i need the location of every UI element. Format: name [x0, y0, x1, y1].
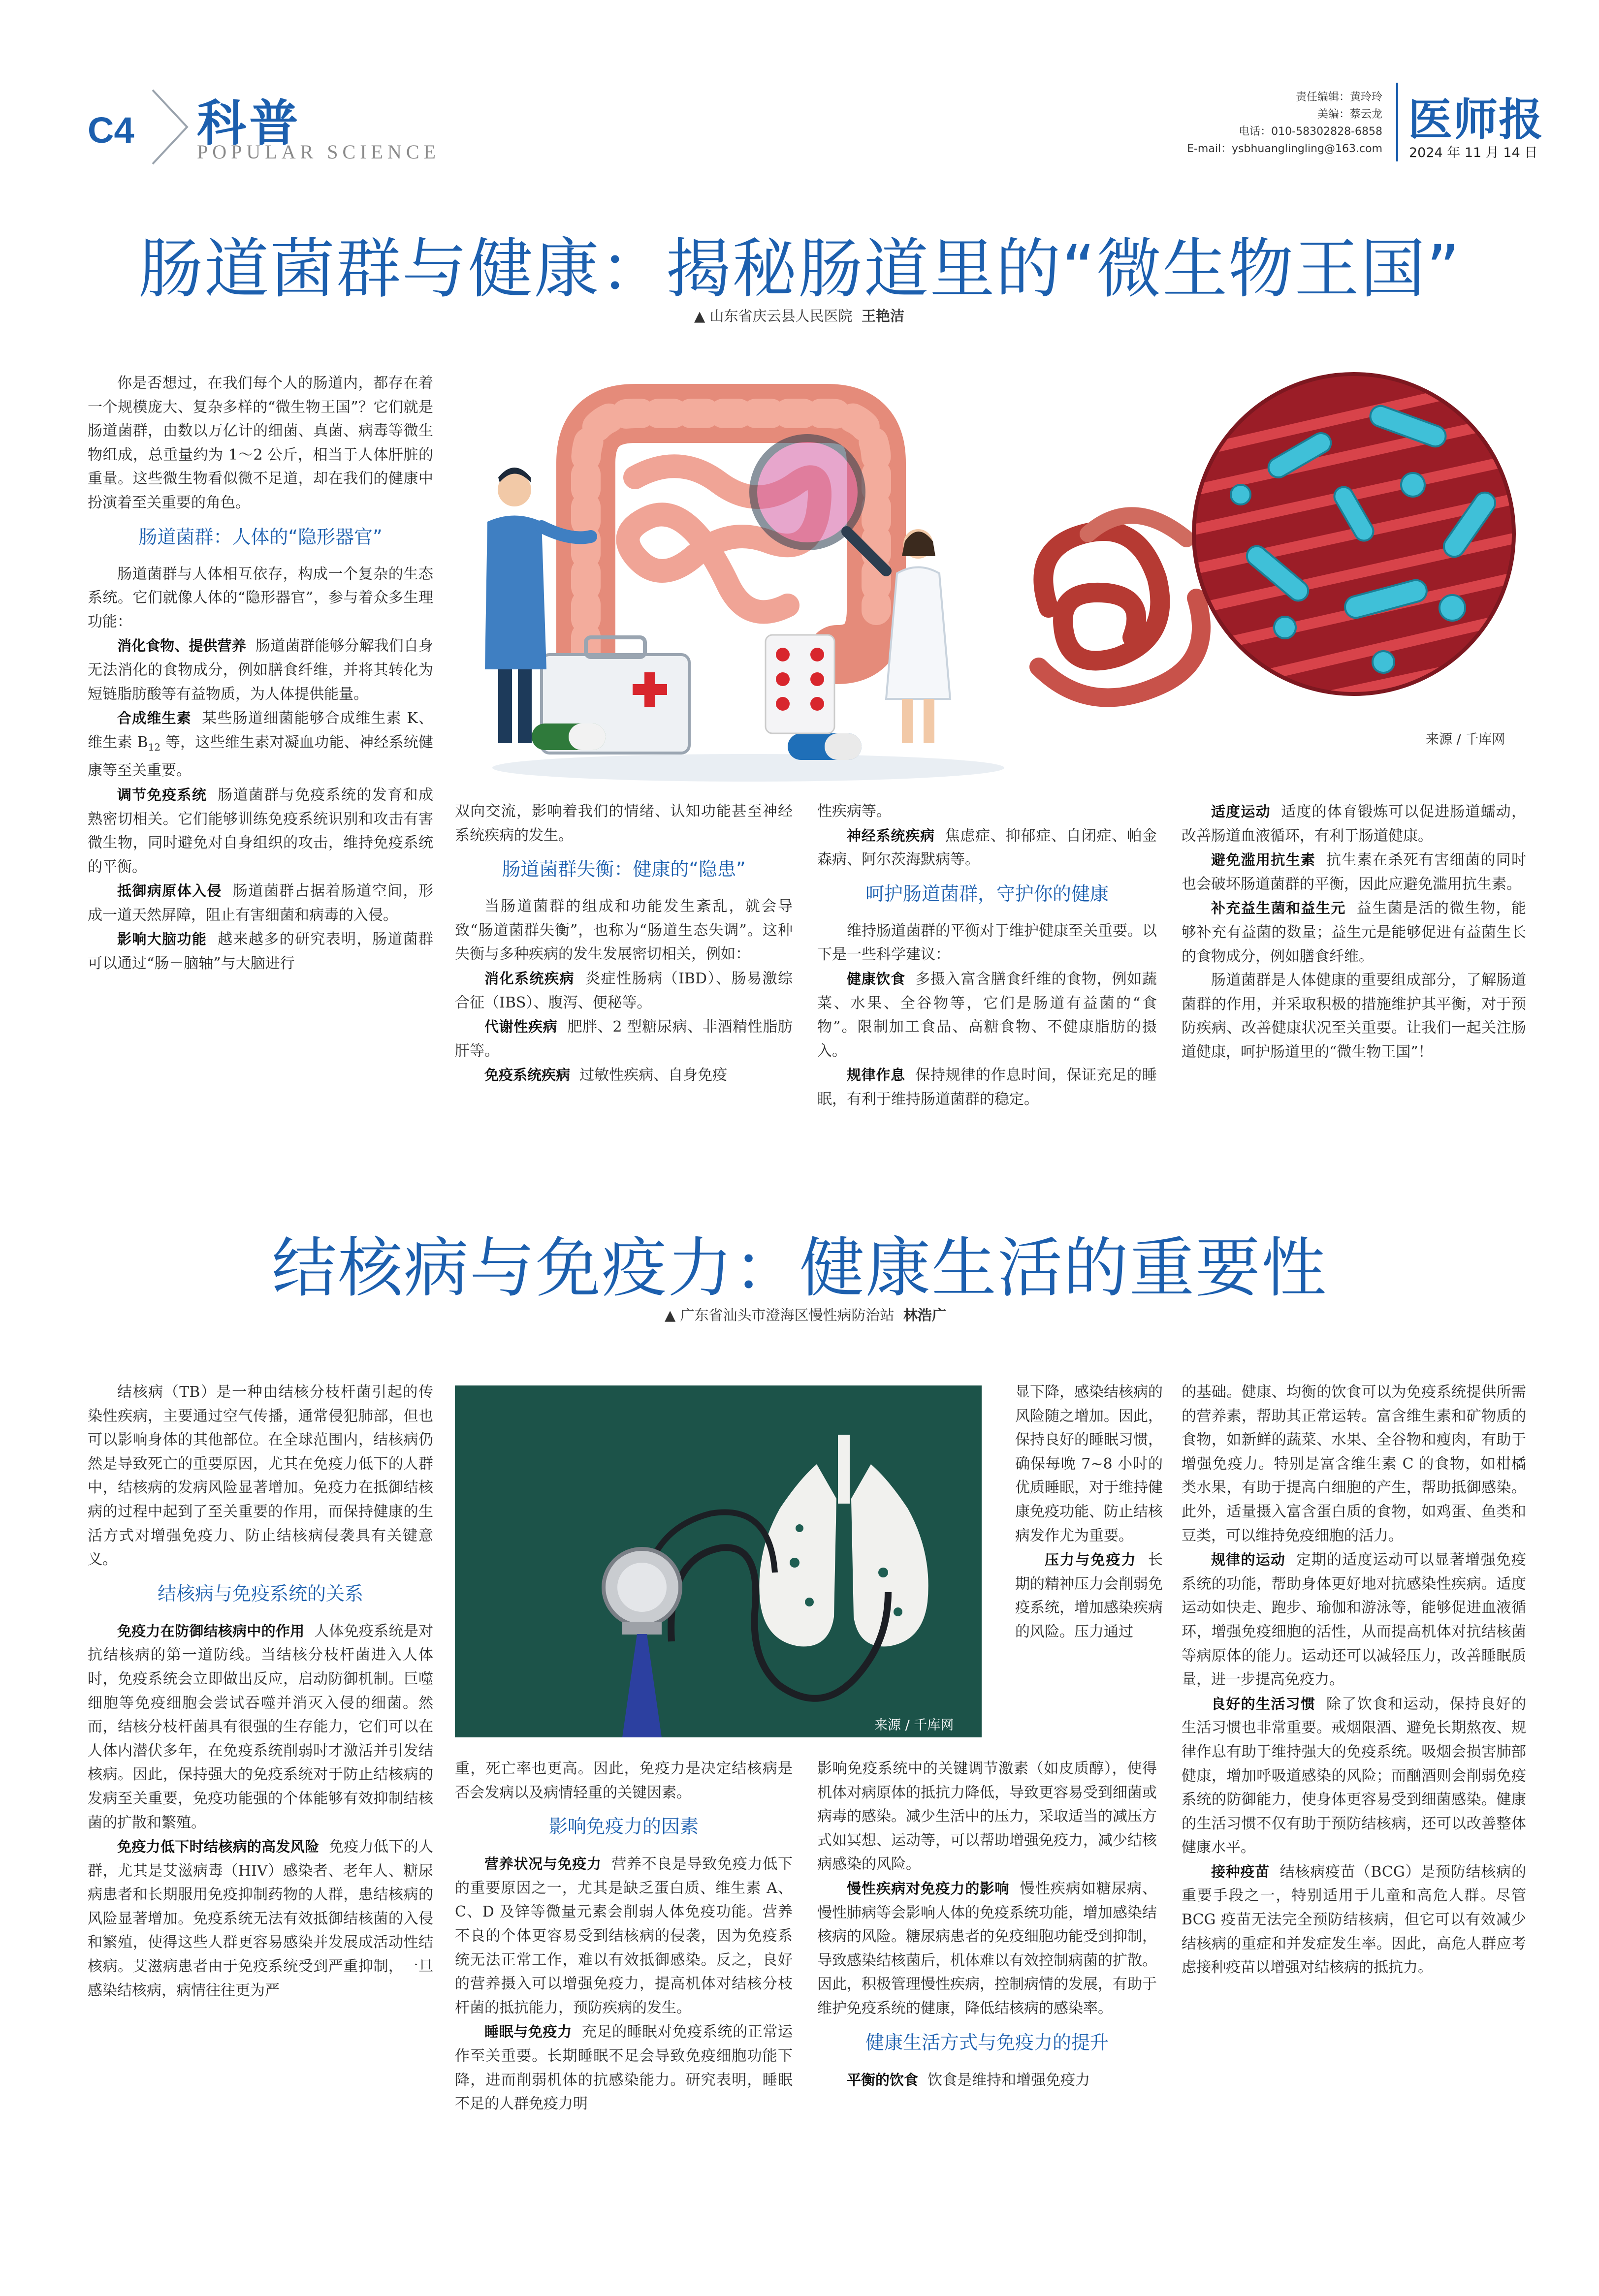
paragraph-text: 营养不良是导致免疫力低下的重要原因之一，尤其是缺乏蛋白质、维生素 A、C、D 及锌等微量元素会削弱人体免疫功能。营养不良的个体更容易受到结核病的侵袭，因为免疫系统无法正常工作，难以有效抵御感染。反之，良好的营养摄入可以增强免疫力，提高机体对结核分枝杆菌的抵抗能力，预防疾病的发生。	[455, 1856, 793, 2016]
keyword: 规律的运动	[1211, 1551, 1286, 1569]
article-title-gut: 肠道菌群与健康：揭秘肠道里的“微生物王国”	[138, 231, 1461, 307]
paragraph	[817, 967, 1157, 1063]
image-source-gut: 来源 / 千库网	[1426, 732, 1505, 747]
paragraph	[455, 1852, 793, 2020]
article1-column-2	[455, 800, 793, 1088]
paragraph-text: 结核病疫苗（BCG）是预防结核病的重要手段之一，特别适用于儿童和高危人群。尽管 BCG 疫苗无法完全预防结核病，但它可以有效减少结核病的重症和并发症发生率。因此，高危人群应考虑接种疫苗以增强对结核病的抵抗力。	[1182, 1863, 1526, 1977]
keyword: 良好的生活习惯	[1211, 1695, 1316, 1712]
keyword: 睡眠与免疫力	[484, 2023, 572, 2041]
paragraph: 双向交流，影响着我们的情绪、认知功能甚至神经系统疾病的发生。	[455, 803, 793, 844]
paragraph	[88, 927, 433, 975]
paragraph	[1182, 800, 1526, 848]
paragraph	[817, 1063, 1157, 1111]
paragraph-text: 长期的精神压力会削弱免疫系统，增加感染疾病的风险。压力通过	[1015, 1551, 1163, 1640]
article1-column-4	[1182, 800, 1526, 1065]
paragraph	[455, 967, 793, 1015]
paragraph	[817, 824, 1157, 872]
keyword: 调节免疫系统	[117, 786, 207, 803]
byline-author: 王艳洁	[861, 308, 904, 324]
paragraph: 性疾病等。	[817, 803, 891, 820]
keyword: 抵御病原体入侵	[117, 882, 222, 900]
designer-line: 美编：蔡云龙	[1317, 108, 1382, 121]
subheading: 结核病与免疫系统的关系	[157, 1582, 363, 1604]
paragraph	[1182, 848, 1526, 896]
paragraph	[1182, 1548, 1526, 1692]
keyword: 接种疫苗	[1211, 1863, 1270, 1880]
paragraph-text: 越来越多的研究表明，肠道菌群可以通过“肠－脑轴”与大脑进行	[88, 931, 433, 973]
editor-credits	[1187, 89, 1382, 157]
page-number: C4	[88, 110, 134, 151]
paragraph-text: 肠道菌群占据着肠道空间，形成一道天然屏障，阻止有害细菌和病毒的入侵。	[88, 882, 433, 924]
paragraph	[1182, 1692, 1526, 1860]
keyword: 适度运动	[1211, 803, 1271, 820]
keyword: 压力与免疫力	[1045, 1551, 1137, 1569]
paragraph: 你是否想过，在我们每个人的肠道内，都存在着一个规模庞大、复杂多样的“微生物王国”？它们就是肠道菌群，由数以万亿计的细菌、真菌、病毒等微生物组成，总重量约为 1～2 公斤，相当于人体肝脏的重量。这些微生物看似微不足道，却在我们的健康中扮演着至关重要的角色。	[88, 375, 433, 511]
keyword: 避免滥用抗生素	[1211, 851, 1316, 869]
keyword: 平衡的饮食	[847, 2071, 919, 2088]
paragraph-text: 多摄入富含膳食纤维的食物，例如蔬菜、水果、全谷物等，它们是肠道有益菌的“食物”。限制加工食品、高糖食物、不健康脂肪的摄入。	[817, 970, 1157, 1060]
gut-bacteria-illustration	[1009, 372, 1551, 736]
article2-column-2	[455, 1757, 793, 2116]
keyword: 合成维生素	[117, 710, 192, 727]
paragraph: 当肠道菌群的组成和功能发生紊乱，就会导致“肠道菌群失衡”，也称为“肠道生态失调”。这种失衡与多种疾病的发生发展密切相关，例如：	[455, 898, 793, 963]
paragraph-text: 过敏性疾病、自身免疫	[579, 1067, 728, 1084]
paragraph	[88, 1619, 433, 1835]
paragraph-text: 保持规律的作息时间，保证充足的睡眠，有利于维持肠道菌群的稳定。	[817, 1067, 1157, 1108]
phone-line: 电话：010-58302828-6858	[1239, 126, 1382, 138]
newspaper-logo: 医师报	[1408, 94, 1544, 146]
paragraph	[88, 706, 433, 783]
keyword: 免疫力在防御结核病中的作用	[117, 1622, 305, 1639]
chevron-right-icon	[148, 88, 192, 166]
paragraph: 结核病（TB）是一种由结核分枝杆菌引起的传染性疾病，主要通过空气传播，通常侵犯肺部，但也可以影响身体的其他部位。在全球范围内，结核病仍然是导致死亡的重要原因，尤其在免疫力低下的人群中，结核病的发病风险显著增加。免疫力在抵御结核病的过程中起到了至关重要的作用，而保持健康的生活方式对增强免疫力、防止结核病侵袭具有关键意义。	[88, 1384, 433, 1569]
keyword: 补充益生菌和益生元	[1211, 900, 1346, 917]
subheading: 肠道菌群：人体的“隐形器官”	[138, 526, 383, 548]
paragraph-text: 炎症性肠病（IBD）、肠易激综合征（IBS）、腹泻、便秘等。	[455, 970, 793, 1011]
keyword: 健康饮食	[847, 970, 905, 987]
paragraph-text: 人体免疫系统是对抗结核病的第一道防线。当结核分枝杆菌进入人体时，免疫系统会立即做出反应，启动防御机制。巨噬细胞等免疫细胞会尝试吞噬并消灭入侵的细菌。然而，结核分枝杆菌具有很强的生存能力，它们可以在人体内潜伏多年，在免疫系统削弱时才激活并引发结核病。因此，保持强大的免疫系统对于防止结核病的发病至关重要，免疫功能强的个体能够有效抑制结核菌的扩散和繁殖。	[88, 1622, 433, 1831]
paragraph	[88, 1835, 433, 2003]
image-source-tb: 来源 / 千库网	[874, 1718, 954, 1733]
paragraph	[88, 879, 433, 927]
paragraph-text: 适度的体育锻炼可以促进肠道蠕动，改善肠道血液循环，有利于肠道健康。	[1182, 803, 1526, 845]
paragraph: 显下降，感染结核病的风险随之增加。因此，保持良好的睡眠习惯，确保每晚 7~8 小时的优质睡眠，对于维持健康免疫功能、防止结核病发作尤为重要。	[1015, 1384, 1163, 1544]
paragraph-text: 除了饮食和运动，保持良好的生活习惯也非常重要。戒烟限酒、避免长期熬夜、规律作息有助于维持强大的免疫系统。吸烟会损害肺部健康，增加呼吸道感染的风险；而酗酒则会削弱免疫系统的防御能力，使身体更容易受到细菌感染。健康的生活习惯不仅有助于预防结核病，还可以改善整体健康水平。	[1182, 1695, 1526, 1856]
paragraph	[88, 783, 433, 879]
email-line: E-mail：ysbhuanglingling@163.com	[1187, 143, 1382, 155]
paragraph-text: 抗生素在杀死有害细菌的同时也会破坏肠道菌群的平衡，因此应避免滥用抗生素。	[1182, 851, 1526, 893]
byline-gut	[694, 305, 904, 325]
paragraph: 肠道菌群与人体相互依存，构成一个复杂的生态系统。它们就像人体的“隐形器官”，参与着众多生理功能：	[88, 565, 433, 630]
paragraph-text: 肥胖、2 型糖尿病、非酒精性脂肪肝等。	[455, 1018, 793, 1060]
paragraph	[817, 2068, 1157, 2093]
paragraph-text: 某些肠道细菌能够合成维生素 K、维生素 B	[88, 710, 433, 751]
paragraph-text: 等，这些维生素对凝血功能、神经系统健康等至关重要。	[88, 733, 433, 780]
paragraph-text: 益生菌是活的微生物，能够补充有益菌的数量；益生元是能够促进有益菌生长的食物成分，例如膳食纤维。	[1182, 900, 1526, 965]
paragraph	[88, 634, 433, 706]
intestine-doctor-illustration	[473, 379, 1019, 787]
article2-column-3b	[817, 1757, 1157, 2092]
keyword: 消化食物、提供营养	[117, 637, 246, 655]
paragraph	[1182, 896, 1526, 969]
paragraph	[455, 1015, 793, 1063]
article1-column-3	[817, 800, 1157, 1112]
paragraph-text: 肠道菌群与免疫系统的发育和成熟密切相关。它们能够训练免疫系统识别和攻击有害微生物，同时避免对自身组织的攻击，维持免疫系统的平衡。	[88, 786, 433, 876]
subheading: 呵护肠道菌群，守护你的健康	[865, 882, 1109, 905]
subheading: 影响免疫力的因素	[548, 1816, 699, 1838]
keyword: 免疫系统疾病	[484, 1067, 571, 1084]
stethoscope-lungs-photo	[455, 1385, 982, 1737]
keyword: 慢性疾病对免疫力的影响	[847, 1880, 1010, 1897]
paragraph	[1182, 1860, 1526, 1980]
keyword: 消化系统疾病	[484, 970, 575, 987]
article1-column-1	[88, 372, 433, 976]
subheading: 肠道菌群失衡：健康的“隐患”	[502, 858, 746, 881]
byline-tb	[665, 1304, 946, 1324]
subheading: 健康生活方式与免疫力的提升	[865, 2031, 1109, 2053]
paragraph-text: 定期的适度运动可以显著增强免疫系统的功能，帮助身体更好地对抗感染性疾病。适度运动如快走、跑步、瑜伽和游泳等，能够促进血液循环，增强免疫细胞的活性，从而提高机体对抗结核菌等病原体的能力。运动还可以减轻压力，改善睡眠质量，进一步提高免疫力。	[1182, 1551, 1526, 1689]
article-title-tb: 结核病与免疫力：健康生活的重要性	[272, 1230, 1327, 1306]
paragraph	[817, 1877, 1157, 2021]
issue-date: 2024 年 11 月 14 日	[1409, 145, 1538, 160]
paragraph	[1015, 1548, 1163, 1644]
keyword: 神经系统疾病	[847, 827, 935, 844]
byline-affiliation: ▲ 广东省汕头市澄海区慢性病防治站	[665, 1307, 895, 1323]
paragraph	[455, 1063, 793, 1088]
paragraph-text: 慢性疾病如糖尿病、慢性肺病等会影响人体的免疫系统功能，增加感染结核病的风险。糖尿病患者的免疫细胞功能受到抑制，导致感染结核菌后，机体难以有效控制病菌的扩散。因此，积极管理慢性疾病，控制病情的发展，有助于维护免疫系统的健康，降低结核病的感染率。	[817, 1880, 1157, 2017]
paragraph: 影响免疫系统中的关键调节激素（如皮质醇），使得机体对病原体的抵抗力降低，导致更容易受到细菌或病毒的感染。减少生活中的压力，采取适当的减压方式如冥想、运动等，可以帮助增强免疫力，减少结核病感染的风险。	[817, 1760, 1157, 1873]
subscript: 12	[148, 741, 161, 753]
byline-affiliation: ▲ 山东省庆云县人民医院	[694, 308, 853, 324]
paragraph: 重，死亡率也更高。因此，免疫力是决定结核病是否会发病以及病情轻重的关键因素。	[455, 1760, 793, 1801]
paragraph-text: 饮食是维持和增强免疫力	[927, 2071, 1090, 2089]
byline-author: 林浩广	[903, 1307, 946, 1323]
article2-column-1	[88, 1381, 433, 2003]
paragraph: 肠道菌群是人体健康的重要组成部分，了解肠道菌群的作用，并采取积极的措施维护其平衡，对于预防疾病、改善健康状况至关重要。让我们一起关注肠道健康，呵护肠道里的“微生物王国”！	[1182, 972, 1526, 1061]
keyword: 营养状况与免疫力	[484, 1856, 602, 1873]
article2-column-4	[1182, 1381, 1526, 1980]
keyword: 免疫力低下时结核病的高发风险	[117, 1838, 320, 1856]
paragraph: 维持肠道菌群的平衡对于维护健康至关重要。以下是一些科学建议：	[817, 922, 1157, 964]
paragraph: 的基础。健康、均衡的饮食可以为免疫系统提供所需的营养素，帮助其正常运转。富含维生素和矿物质的食物，如新鲜的蔬菜、水果、全谷物和瘦肉，有助于增强免疫力。特别是富含维生素 C 的食物，如柑橘类水果，有助于提高白细胞的产生，帮助抵御感染。此外，适量摄入富含蛋白质的食物，如鸡蛋、鱼类和豆类，可以维持免疫细胞的活力。	[1182, 1384, 1526, 1544]
keyword: 影响大脑功能	[117, 931, 207, 948]
paragraph-text: 充足的睡眠对免疫系统的正常运作至关重要。长期睡眠不足会导致免疫细胞功能下降，进而削弱机体的抗感染能力。研究表明，睡眠不足的人群免疫力明	[455, 2023, 793, 2113]
paragraph	[455, 2020, 793, 2116]
section-title: 科普	[197, 94, 301, 152]
article2-column-3a	[1015, 1381, 1163, 1644]
paragraph-text: 免疫力低下的人群，尤其是艾滋病毒（HIV）感染者、老年人、糖尿病患者和长期服用免疫抑制药物的人群，患结核病的风险显著增加。免疫系统无法有效抵御结核菌的入侵和繁殖，使得这些人群更容易感染并发展成活动性结核病。艾滋病患者由于免疫系统受到严重抑制，一旦感染结核病，病情往往更为严	[88, 1838, 433, 1999]
keyword: 规律作息	[847, 1067, 905, 1084]
keyword: 代谢性疾病	[484, 1018, 558, 1036]
editor-line: 责任编辑：黄玲玲	[1295, 91, 1382, 103]
section-subtitle: POPULAR SCIENCE	[197, 141, 440, 163]
paragraph-text: 肠道菌群能够分解我们自身无法消化的食物成分，例如膳食纤维，并将其转化为短链脂肪酸等有益物质，为人体提供能量。	[88, 637, 433, 703]
header-divider	[1396, 83, 1398, 161]
paragraph-text: 焦虑症、抑郁症、自闭症、帕金森病、阿尔茨海默病等。	[817, 827, 1157, 869]
